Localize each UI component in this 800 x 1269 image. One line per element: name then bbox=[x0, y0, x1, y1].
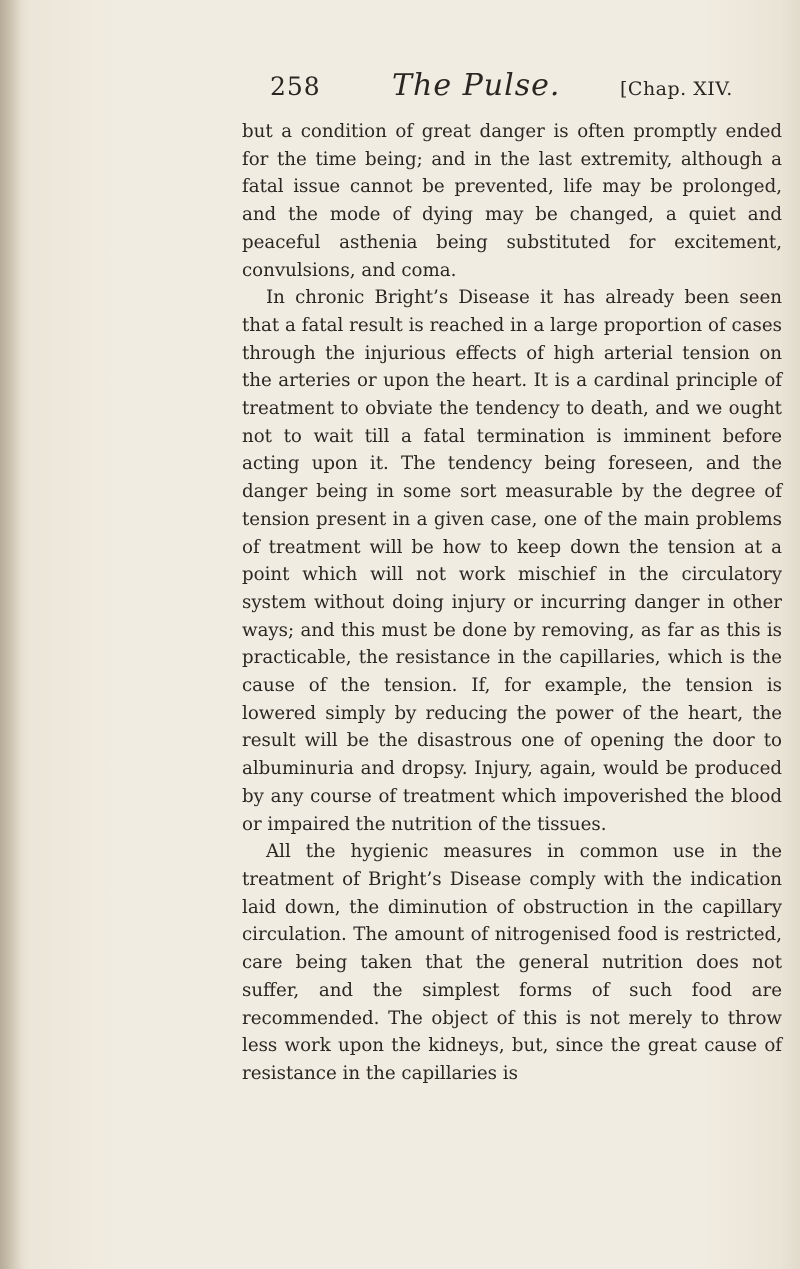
running-title: The Pulse. bbox=[392, 68, 561, 103]
paragraph-hygienic-measures: All the hygienic measures in common use in the treatment of Bright’s Disease comply with the indication laid down, the diminution of obstruction in the capillary circulation. The amount of nitrogenised food is restricted, care being taken that the general nutrition does not suffer, and the simplest forms of such food are recommended. The object of this is not merely to throw less work upon the kidneys, but, since the great cause of resistance in the capillaries is bbox=[242, 841, 782, 1084]
page-number: 258 bbox=[270, 72, 321, 101]
paragraph-chronic-brights-disease: In chronic Bright’s Disease it has already been seen that a fatal result is reached in a large proportion of cases through the injurious effects of high arterial tension on the arteries or upon the heart. It is a cardinal principle of treatment to obviate the tendency to death, and we ought not to wait till a fatal termination is imminent before acting upon it. The tendency being foreseen, and the danger being in some sort measurable by the degree of tension present in a given case, one of the main problems of treatment will be how to keep down the tension at a point which will not work mischief in the circulatory system without doing injury or incurring danger in other ways; and this must be done by removing, as far as this is practicable, the resistance in the capillaries, which is the cause of the tension. If, for example, the tension is lowered simply by reducing the power of the heart, the result will be the disastrous one of opening the door to albuminuria and dropsy. Injury, again, would be produced by any course of treatment which impoverished the blood or impaired the nutrition of the tissues. bbox=[242, 287, 782, 835]
paragraph-continuation: but a condition of great danger is often promptly ended for the time being; and in the last extremity, although a fatal issue cannot be prevented, life may be prolonged, and the mode of dying may be changed, a quiet and peaceful asthenia being substituted for excitement, convulsions, and coma. bbox=[242, 121, 782, 281]
chapter-label: [Chap. XIV. bbox=[620, 78, 733, 100]
running-header bbox=[270, 66, 800, 106]
body-text bbox=[242, 118, 782, 1088]
binding-gutter-shadow bbox=[0, 0, 22, 1269]
